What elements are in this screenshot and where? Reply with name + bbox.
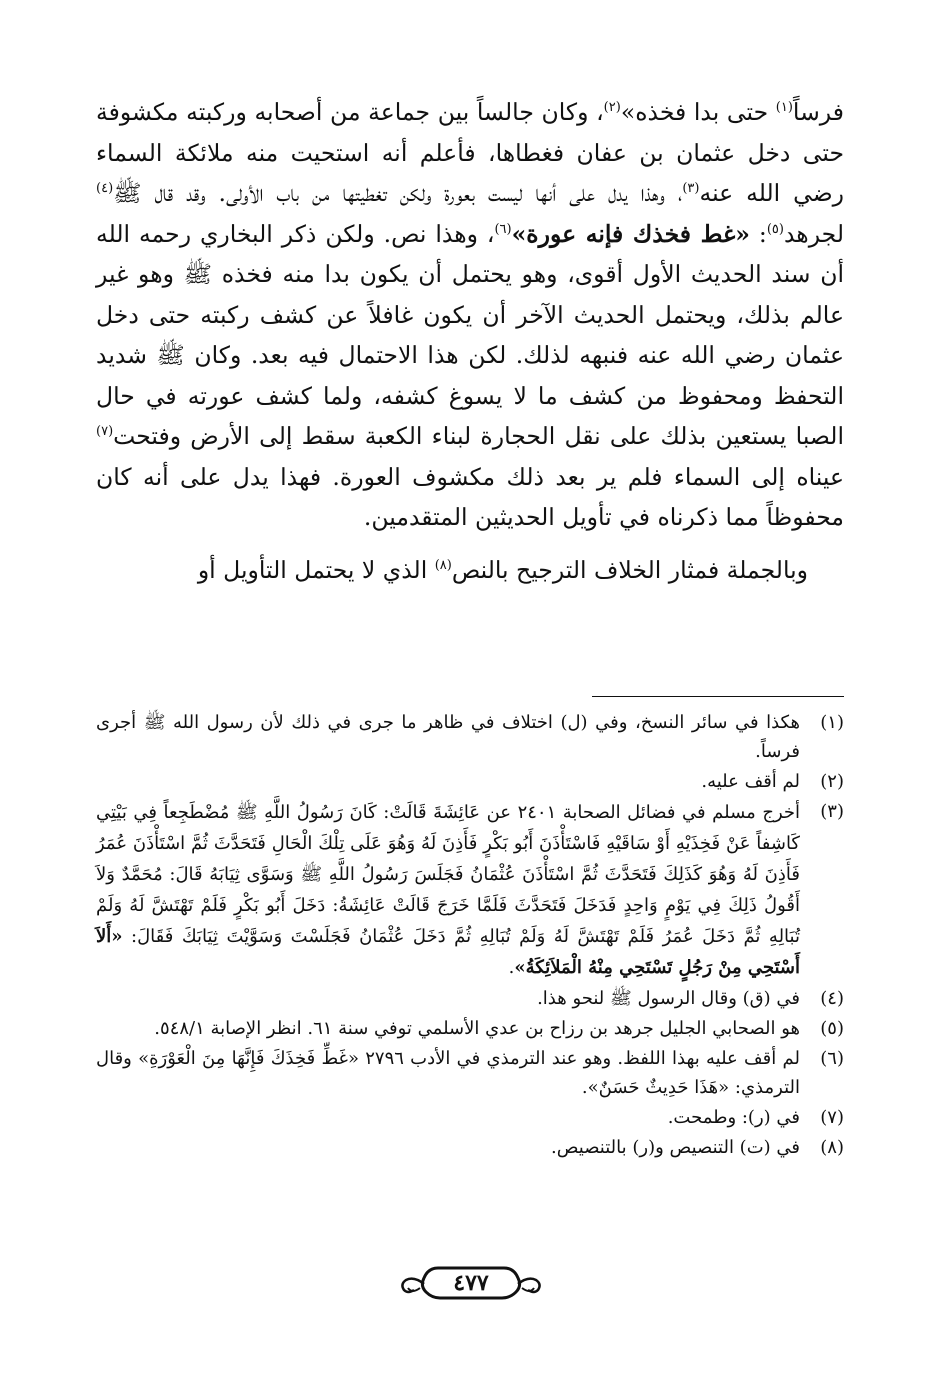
footnote-number: (٣)	[820, 801, 844, 822]
footnote-item	[96, 1044, 844, 1102]
text-run: ، وهذا نص. ولكن ذكر البخاري رحمه الله أن سند الحديث الأول أقوى، وهو يحتمل أن يكون بدا منه فخذه ﷺ وهو غير عالم بذلك، ويحتمل الحديث الآخر أن يكون غافلاً عن كشف ركبته حتى دخل عثمان رضي الله عنه فنبهه لذلك. لكن هذا الاحتمال فيه بعد. وكان ﷺ شديد التحفظ ومحفوظ من كشف ما لا يسوغ كشفه، ولما كشف عورته في حال الصبا يستعين بذلك على نقل الحجارة لبناء الكعبة سقط إلى الأرض وفتحت	[96, 219, 844, 450]
footnote-number: (٧)	[820, 1107, 844, 1128]
footnote-item	[96, 797, 844, 983]
footnote-text: في (ت) التنصيص و(ر) بالتنصيص.	[550, 1137, 800, 1158]
paragraph-1	[96, 92, 844, 538]
footnote-number: (٨)	[820, 1137, 844, 1158]
text-run: ، وكان جالساً بين جماعة من أصحابه وركبته مكشوفة حتى دخل عثمان بن عفان فغطاها، فأعلم أنه استحيت منه ملائكة السماء رضي الله عنه	[96, 98, 844, 207]
footnote-text: في (ق) وقال الرسول ﷺ لنحو هذا.	[537, 988, 800, 1009]
text-run: ، وهذا يدل على أنها ليست بعورة ولكن تغطيتها من باب الأولى. وقد قال ﷺ	[113, 179, 683, 207]
footnote-text: لم أقف عليه.	[701, 771, 800, 792]
text-run: فرساً	[792, 98, 844, 126]
footnote-text: هو الصحابي الجليل جرهد بن رزاح بن عدي الأسلمي توفي سنة ٦١. انظر الإصابة ٥٤٨/١.	[154, 1018, 800, 1039]
footnote-item	[96, 767, 844, 796]
text-run: :	[749, 219, 767, 248]
text-run: لجرهد	[783, 219, 844, 248]
text-run: أخرج مسلم في فضائل الصحابة ٢٤٠١ عن عَائِشَةَ قَالَتْ: كَانَ رَسُولُ اللَّهِ ﷺ مُضْطَجِعاً فِي بَيْتِي كَاشِفاً عَنْ فَخِذَيْهِ أَوْ سَاقَيْهِ فَاسْتَأْذَنَ أَبُو بَكْرٍ فَأَذِنَ لَهُ وَهُوَ عَلَى تِلْكَ الْحَالِ فَتَحَدَّثَ ثُمَّ اسْتَأْذَنَ عُمَرُ فَأَذِنَ لَهُ وَهُوَ كَذَلِكَ فَتَحَدَّثَ ثُمَّ اسْتَأْذَنَ عُثْمَانُ فَجَلَسَ رَسُولُ اللَّهِ ﷺ وَسَوَّى ثِيَابَهُ قَالَ: مُحَمَّدٌ وَلاَ أَقُولُ ذَلِكَ فِي يَوْمٍ وَاحِدٍ فَدَخَلَ فَتَحَدَّثَ فَلَمَّا خَرَجَ قَالَتْ عَائِشَةُ: دَخَلَ أَبُو بَكْرٍ فَلَمْ تَهْتَشَّ لَهُ وَلَمْ تُبَالِهِ ثُمَّ دَخَلَ عُمَرُ فَلَمْ تَهْتَشَّ لَهُ وَلَمْ تُبَالِهِ ثُمَّ دَخَلَ عُثْمَانُ فَجَلَسْتَ وَسَوَّيْتَ ثِيَابَكَ فَقَالَ:	[96, 802, 801, 947]
text-run: الذي لا يحتمل التأويل أو	[197, 555, 435, 584]
footnote-item	[96, 1014, 844, 1043]
footnote-number: (٤)	[820, 988, 844, 1009]
footnote-item	[96, 708, 844, 766]
text-run: .	[508, 957, 515, 978]
page-number: ٤٧٧	[453, 1270, 489, 1296]
footnote-text: لم أقف عليه بهذا اللفظ. وهو عند الترمذي في الأدب ٢٧٩٦ «غَطِّ فَخِذَكَ فَإِنَّهَا مِنَ الْعَوْرَةِ» وقال الترمذي: «هَذَا حَدِيثٌ حَسَنٌ».	[96, 1048, 800, 1098]
footnote-ref-8[interactable]: (٨)	[434, 557, 452, 573]
footnote-ref-5[interactable]: (٥)	[766, 221, 784, 237]
footnote-number: (٢)	[820, 771, 844, 792]
footnote-item	[96, 1133, 844, 1162]
hadith-quote: «غط فخذك فإنه عورة»	[511, 219, 750, 248]
footnote-ref-1[interactable]: (١)	[775, 100, 793, 116]
main-text	[96, 92, 844, 590]
text-run: عيناه إلى السماء فلم ير بعد ذلك مكشوف العورة. فهذا يدل على أنه كان محفوظاً مما ذكرناه في تأويل الحديثين المتقدمين.	[96, 462, 844, 531]
footnote-text	[96, 797, 800, 983]
footnotes	[96, 708, 844, 1163]
footnote-ref-3[interactable]: (٣)	[682, 181, 700, 197]
footnote-number: (٥)	[820, 1018, 844, 1039]
footnote-ref-2[interactable]: (٢)	[603, 100, 621, 116]
text-run: حتى بدا فخذه»	[620, 98, 776, 126]
footnote-text: هكذا في سائر النسخ، وفي (ل) اختلاف في ظاهر ما جرى في ذلك لأن رسول الله ﷺ أجرى فرساً.	[96, 712, 800, 762]
footnote-number: (١)	[820, 712, 844, 733]
footnote-ref-4[interactable]: (٤)	[96, 181, 114, 197]
footnote-item	[96, 1103, 844, 1132]
hadith-quote: «أَلاَ أَسْتَحِي مِنْ رَجُلٍ تَسْتَحِي مِنْهُ الْمَلاَئِكَةُ»	[96, 926, 800, 978]
footnote-ref-6[interactable]: (٦)	[494, 221, 512, 237]
paragraph-2	[96, 550, 844, 591]
text-run: وبالجملة فمثار الخلاف الترجيح بالنص	[451, 555, 808, 584]
footnote-text: في (ر): وطمحت.	[667, 1107, 800, 1128]
footnote-number: (٦)	[820, 1048, 844, 1069]
footnote-separator	[592, 696, 844, 697]
footnote-item	[96, 984, 844, 1013]
footnote-ref-7[interactable]: (٧)	[96, 424, 114, 440]
page-number-ornament	[398, 1262, 544, 1306]
